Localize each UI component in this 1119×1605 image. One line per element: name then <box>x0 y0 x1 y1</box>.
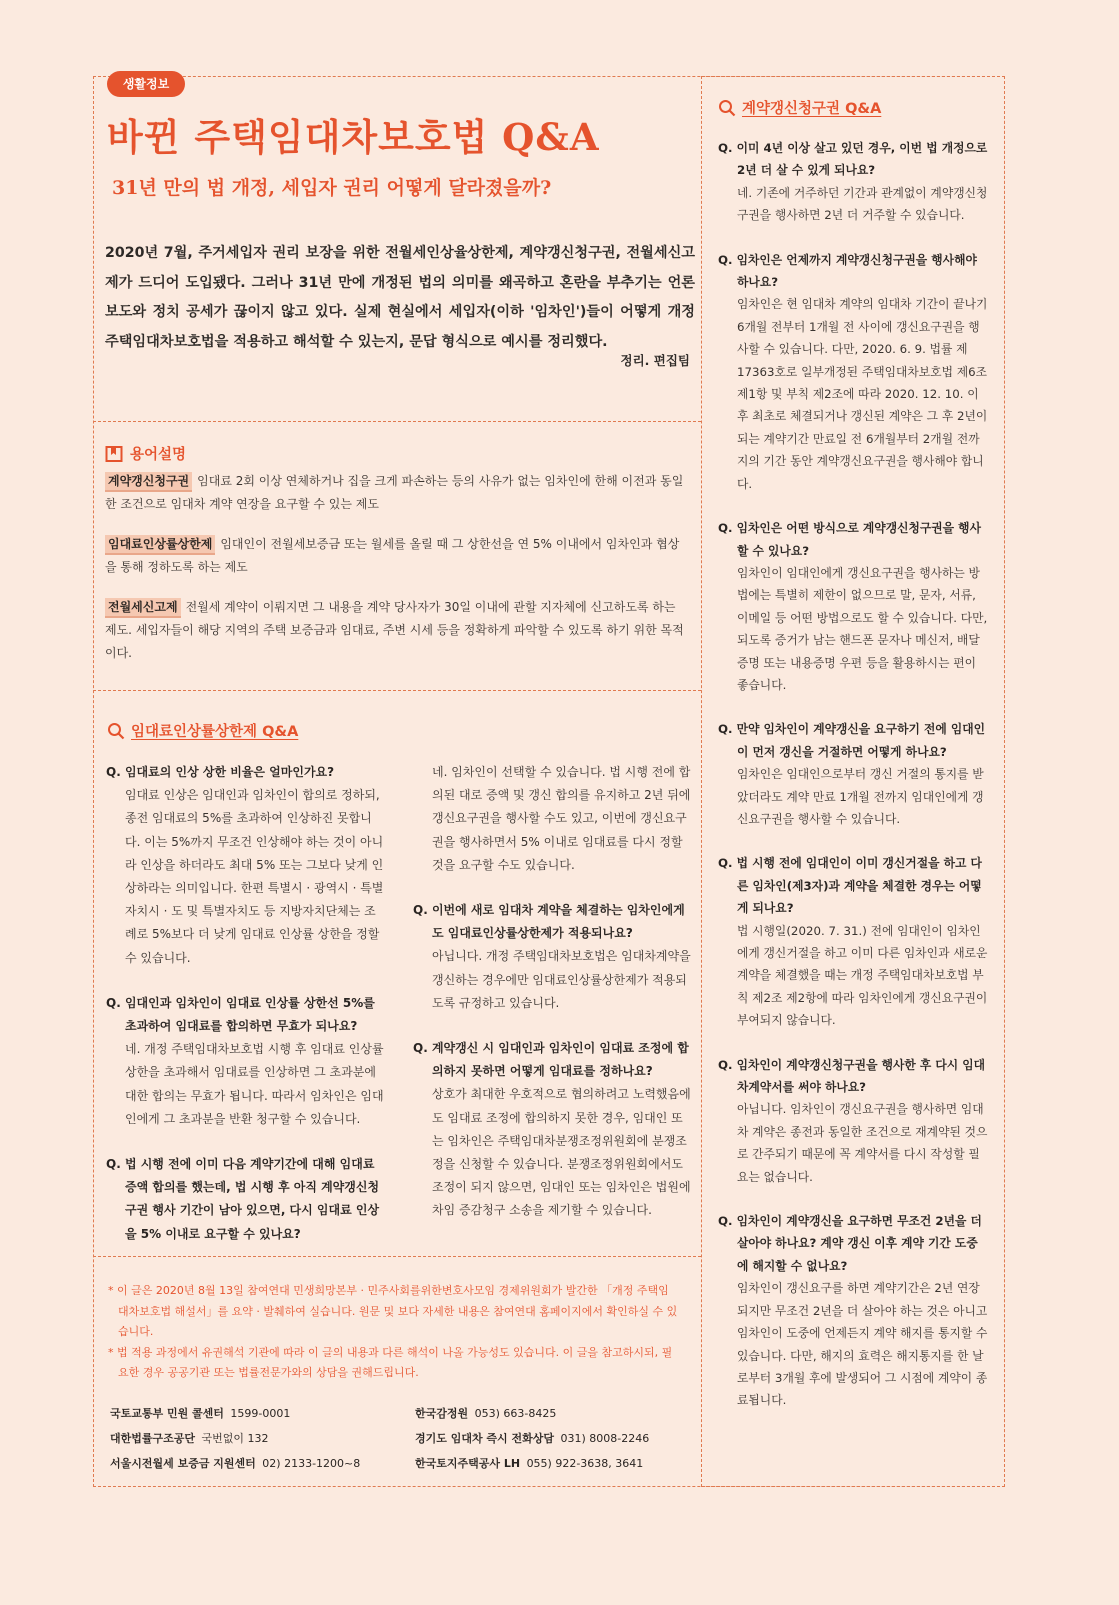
qa-item <box>106 992 384 1131</box>
answer: 네. 개정 주택임대차보호법 시행 후 임대료 인상률 상한을 초과해서 임대료를 인상하면 그 초과분에 대한 합의는 무효가 됩니다. 따라서 임차인은 임대인에게 그 초과분을 반환 청구할 수 있습니다. <box>125 1042 384 1126</box>
qa-item <box>413 1037 691 1223</box>
renewal-section-heading <box>718 97 881 118</box>
term-desc: 임대인이 전월세보증금 또는 월세를 올릴 때 그 상한선을 연 5% 이내에서 임차인과 협상을 통해 정하도록 하는 제도 <box>105 537 680 574</box>
term-label: 계약갱신청구권 <box>105 472 192 492</box>
qa-item <box>718 517 988 696</box>
qa-item <box>718 852 988 1031</box>
contact-number: 1599-0001 <box>230 1407 291 1420</box>
answer: 임차인이 갱신요구를 하면 계약기간은 2년 연장되지만 무조건 2년을 더 살아야 하는 것은 아니고 임차인이 도중에 언제든지 계약 해지를 통지할 수 있습니다. 다만, 해지의 효력은 해지통지를 한 날로부터 3개월 후에 발생되어 그 시점에 계약이 종료됩니다. <box>737 1281 988 1408</box>
contact-item <box>110 1451 400 1476</box>
renewal-section-title: 계약갱신청구권 Q&A <box>742 101 882 117</box>
answer: 아닙니다. 임차인이 갱신요구권을 행사하면 임대차 계약은 종전과 동일한 조건으로 재계약된 것으로 간주되기 때문에 꼭 계약서를 다시 작성할 필요는 없습니다. <box>737 1102 988 1184</box>
glossary-term <box>105 533 690 579</box>
answer: 임대료 인상은 임대인과 임차인이 합의로 정하되, 종전 임대료의 5%를 초과하여 인상하진 못합니다. 이는 5%까지 무조건 인상해야 하는 것이 아니라 인상을 하더라도 최대 5% 또는 그보다 낮게 인상하라는 의미입니다. 한편 특별시 · 광역시 · 특별자치시 · 도 및 특별자치도 등 지방자치단체는 조례로 5%보다 더 낮게 임대료 인상률 상한을 정할 수 있습니다. <box>125 788 384 965</box>
question: Q. 법 시행 전에 이미 다음 계약기간에 대해 임대료 증액 합의를 했는데, 법 시행 후 아직 계약갱신청구권 행사 기간이 남아 있으면, 다시 임대료 인상을 5% 이내로 요구할 수 있나요? <box>106 1157 380 1241</box>
glossary-term <box>105 596 690 665</box>
qa-item <box>718 1210 988 1412</box>
question: Q. 만약 임차인이 계약갱신을 요구하기 전에 임대인이 먼저 갱신을 거절하면 어떻게 하나요? <box>718 722 986 759</box>
contact-item <box>415 1426 695 1451</box>
answer: 아닙니다. 개정 주택임대차보호법은 임대차계약을 갱신하는 경우에만 임대료인상률상한제가 적용되도록 규정하고 있습니다. <box>432 949 691 1010</box>
qa-item <box>413 899 691 1015</box>
answer: 네. 기존에 거주하던 기간과 관계없이 계약갱신청구권을 행사하면 2년 더 거주할 수 있습니다. <box>737 185 988 223</box>
page-subtitle: 31년 만의 법 개정, 세입자 권리 어떻게 달라졌을까? <box>112 177 552 199</box>
contact-number: 055) 922-3638, 3641 <box>526 1457 644 1470</box>
glossary-heading <box>105 443 186 464</box>
footnote: * 이 글은 2020년 8월 13일 참여연대 민생희망본부 · 민주사회를위한변호사모임 경제위원회가 발간한 「개정 주택임대차보호법 해설서」를 요약 · 발췌하여 실습니다. 원문 및 보다 자세한 내용은 참여연대 홈페이지에서 확인하실 수 있습니다. <box>108 1284 678 1338</box>
term-label: 임대료인상률상한제 <box>105 535 215 555</box>
qa-item <box>413 761 691 877</box>
glossary-heading-label: 용어설명 <box>130 447 187 463</box>
contact-item <box>415 1451 695 1476</box>
contact-item <box>415 1401 695 1426</box>
contact-number: 053) 663-8425 <box>474 1407 557 1420</box>
search-icon <box>107 722 125 740</box>
question: Q. 이번에 새로 임대차 계약을 체결하는 임차인에게도 임대료인상률상한제가 적용되나요? <box>413 903 685 941</box>
qa-item <box>106 1153 384 1246</box>
glossary-term <box>105 470 690 516</box>
contact-name: 국토교통부 민원 콜센터 <box>110 1407 224 1420</box>
footnote: * 법 적용 과정에서 유권해석 기관에 따라 이 글의 내용과 다른 해석이 나올 가능성도 있습니다. 이 글을 참고하시되, 필요한 경우 공공기관 또는 법률전문가와의 상담을 권해드립니다. <box>108 1345 673 1379</box>
term-desc: 전월세 계약이 이뤄지면 그 내용을 계약 당사자가 30일 이내에 관할 지자체에 신고하도록 하는 제도. 세입자들이 해당 지역의 주택 보증금과 임대료, 주변 시세 등을 정확하게 파악할 수 있도록 하기 위한 목적이다. <box>105 600 684 660</box>
page-title: 바뀐 주택임대차보호법 Q&A <box>107 115 600 159</box>
contact-name: 서울시전월세 보증금 지원센터 <box>110 1457 256 1470</box>
qa-item <box>718 249 988 495</box>
question: Q. 임차인이 계약갱신청구권을 행사한 후 다시 임대차계약서를 써야 하나요? <box>718 1057 986 1095</box>
qa-item <box>718 1054 988 1188</box>
term-label: 전월세신고제 <box>105 598 181 618</box>
answer: 상호가 최대한 우호적으로 협의하려고 노력했음에도 임대료 조정에 합의하지 못한 경우, 임대인 또는 임차인은 주택임대차분쟁조정위원회에 분쟁조정을 신청할 수 있습니다. 분쟁조정위원회에서도 조정이 되지 않으면, 임대인 또는 임차인은 법원에 차임 증감청구 소송을 제기할 수 있습니다. <box>432 1087 691 1218</box>
contact-name: 경기도 임대차 즉시 전화상담 <box>415 1432 554 1445</box>
question: Q. 임차인이 계약갱신을 요구하면 무조건 2년을 더 살아야 하나요? 계약 갱신 이후 계약 기간 도중에 해지할 수 없나요? <box>718 1214 982 1273</box>
question: Q. 임대인과 임차인이 임대료 인상률 상한선 5%를 초과하여 임대료를 합의하면 무효가 되나요? <box>106 995 375 1034</box>
term-desc: 임대료 2회 이상 연체하거나 집을 크게 파손하는 등의 사유가 없는 임차인에 한해 이전과 동일한 조건으로 임대차 계약 연장을 요구할 수 있는 제도 <box>105 474 684 511</box>
credit: 정리. 편집팀 <box>620 353 690 368</box>
divider-intro <box>93 421 701 422</box>
contacts-left <box>110 1401 400 1476</box>
qa-item <box>718 137 988 227</box>
renewal-qa-column <box>718 137 988 1434</box>
contact-number: 02) 2133-1200~8 <box>262 1457 361 1470</box>
question: Q. 계약갱신 시 임대인과 임차인이 임대료 조정에 합의하지 못하면 어떻게 임대료를 정하나요? <box>413 1041 689 1079</box>
qa-item <box>718 718 988 830</box>
intro-paragraph: 2020년 7월, 주거세입자 권리 보장을 위한 전월세인상율상한제, 계약갱신청구권, 전월세신고제가 드디어 도입됐다. 그러나 31년 만에 개정된 법의 의미를 왜곡하고 혼란을 부추기는 언론보도와 정치 공세가 끊이지 않고 있다. 실제 현실에서 세입자(이하 '임차인')들이 어떻게 개정 주택임대차보호법을 적용하고 해석할 수 있는지, 문답 형식으로 예시를 정리했다. <box>105 245 695 350</box>
qa-item <box>106 761 384 970</box>
question: Q. 임대료의 인상 상한 비율은 얼마인가요? <box>106 765 335 779</box>
rent-section-title: 임대료인상률상한제 Q&A <box>131 724 299 740</box>
contact-number: 국번없이 132 <box>201 1432 269 1445</box>
contact-name: 한국감정원 <box>415 1407 469 1420</box>
contacts-right <box>415 1401 695 1476</box>
category-tag: 생활정보 <box>107 71 185 97</box>
footnotes <box>108 1281 678 1384</box>
contact-number: 031) 8008-2246 <box>560 1432 650 1445</box>
answer: 임차인이 임대인에게 갱신요구권을 행사하는 방법에는 특별히 제한이 없으므로 말, 문자, 서류, 이메일 등 어떤 방법으로도 할 수 있습니다. 다만, 되도록 증거가 남는 핸드폰 문자나 메신저, 배달증명 또는 내용증명 우편 등을 활용하시는 편이 좋습니다. <box>737 565 988 692</box>
contact-name: 대한법률구조공단 <box>110 1432 196 1445</box>
question: Q. 이미 4년 이상 살고 있던 경우, 이번 법 개정으로 2년 더 살 수 있게 되나요? <box>718 141 988 178</box>
contact-item <box>110 1401 400 1426</box>
bookmark-icon <box>105 445 123 463</box>
question: Q. 임차인은 언제까지 계약갱신청구권을 행사해야 하나요? <box>718 252 977 290</box>
answer: 임차인은 현 임대차 계약의 임대차 기간이 끝나기 6개월 전부터 1개월 전 사이에 갱신요구권을 행사할 수 있습니다. 다만, 2020. 6. 9. 법률 제17363호로 일부개정된 주택임대차보호법 제6조 제1항 및 부칙 제2조에 따라 2020. 12. 10. 이후 최초로 체결되거나 갱신된 계약은 그 후 2년이 되는 계약기간 만료일 전 6개월부터 2개월 전까지의 기간 동안 계약갱신요구권을 행사해야 합니다. <box>737 297 988 491</box>
contact-name: 한국토지주택공사 LH <box>415 1457 521 1470</box>
answer: 네. 임차인이 선택할 수 있습니다. 법 시행 전에 합의된 대로 증액 및 갱신 합의를 유지하고 2년 뒤에 갱신요구권을 행사할 수도 있고, 이번에 갱신요구권을 행사하면서 5% 이내로 임대료를 다시 정할 것을 요구할 수도 있습니다. <box>432 765 691 872</box>
answer: 임차인은 임대인으로부터 갱신 거절의 통지를 받았더라도 계약 만료 1개월 전까지 임대인에게 갱신요구권을 행사할 수 있습니다. <box>737 767 984 826</box>
question: Q. 법 시행 전에 임대인이 이미 갱신거절을 하고 다른 임차인(제3자)과 계약을 체결한 경우는 어떻게 되나요? <box>718 856 982 916</box>
divider-glossary <box>93 690 701 691</box>
question: Q. 임차인은 어떤 방식으로 계약갱신청구권을 행사할 수 있나요? <box>718 521 981 558</box>
contact-item <box>110 1426 400 1451</box>
answer: 법 시행일(2020. 7. 31.) 전에 임대인이 임차인에게 갱신거절을 하고 이미 다른 임차인과 새로운 계약을 체결했을 때는 개정 주택임대차보호법 부칙 제2조 제2항에 따라 임차인에게 갱신요구권이 부여되지 않습니다. <box>737 923 988 1028</box>
rent-qa-left-column <box>106 761 384 1268</box>
search-icon <box>718 99 736 117</box>
rent-qa-right-column <box>413 761 691 1245</box>
rent-section-heading <box>107 720 298 741</box>
